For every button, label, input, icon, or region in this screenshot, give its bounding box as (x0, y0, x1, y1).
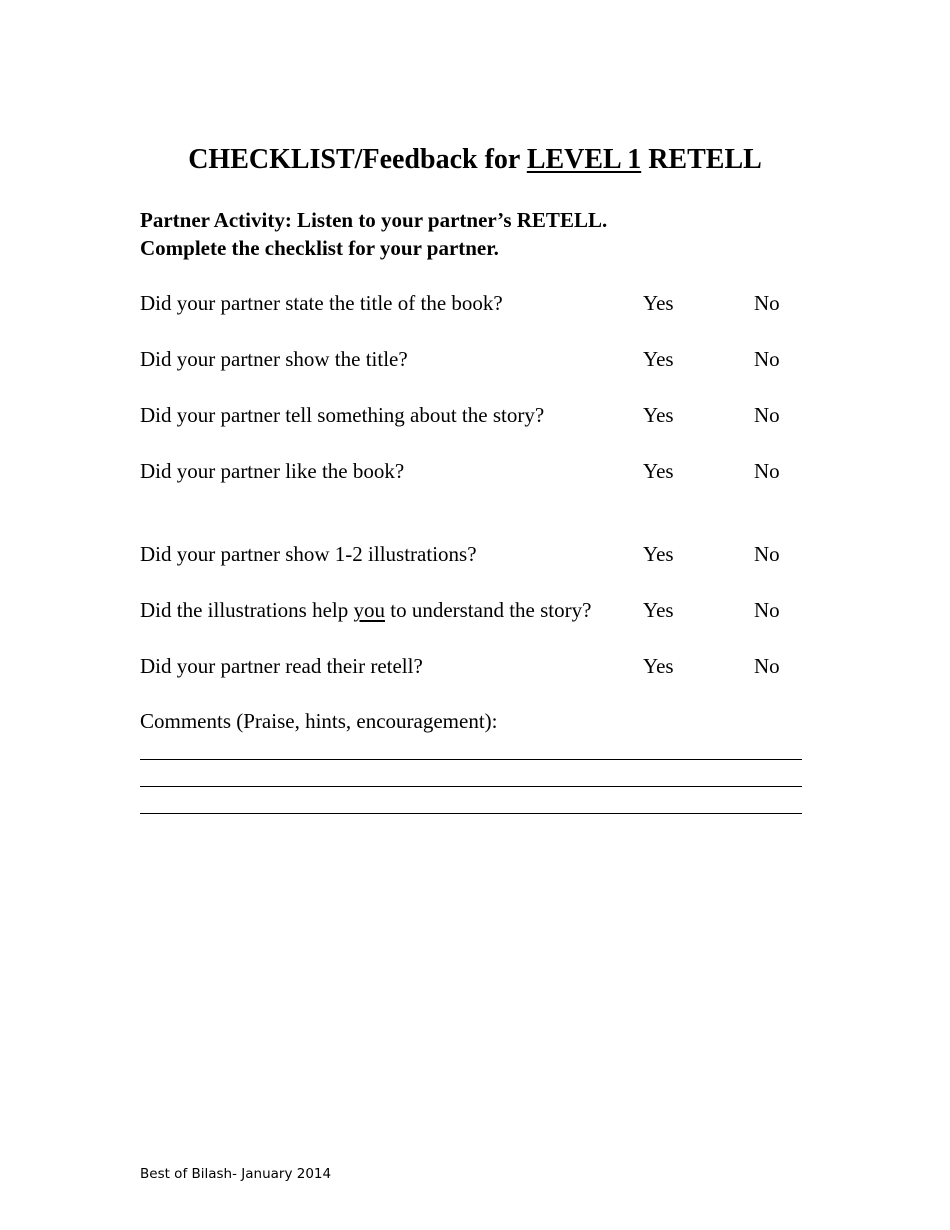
question-text: Did your partner like the book? (140, 459, 405, 483)
no-option[interactable]: No (754, 291, 780, 315)
question-text: Did your partner read their retell? (140, 654, 423, 678)
comment-line[interactable] (140, 786, 802, 787)
title-suffix: RETELL (641, 144, 762, 175)
yes-option[interactable]: Yes (643, 347, 674, 371)
yes-option[interactable]: Yes (643, 598, 674, 622)
question-row (140, 653, 820, 679)
instructions-line-2: Complete the checklist for your partner. (140, 236, 499, 260)
question-row (140, 346, 820, 372)
comments-label: Comments (Praise, hints, encouragement): (140, 709, 498, 733)
question-text: Did your partner show the title? (140, 347, 408, 371)
title-prefix: CHECKLIST/Feedback for (188, 144, 527, 175)
title-level: LEVEL 1 (526, 144, 642, 175)
yes-option[interactable]: Yes (643, 459, 674, 483)
instructions-line-1: Partner Activity: Listen to your partner’s RETELL. (140, 208, 608, 232)
no-option[interactable]: No (754, 654, 780, 678)
question-row (140, 597, 820, 623)
question-text (140, 597, 591, 623)
question-row (140, 458, 820, 484)
comment-line[interactable] (140, 813, 802, 814)
comment-line[interactable] (140, 759, 802, 760)
question-row (140, 402, 820, 428)
question-row (140, 541, 820, 567)
yes-option[interactable]: Yes (643, 403, 674, 427)
footer-credit: Best of Bilash- January 2014 (140, 1166, 332, 1182)
no-option[interactable]: No (754, 542, 780, 566)
instructions (140, 206, 607, 262)
yes-option[interactable]: Yes (643, 654, 674, 678)
question-text-before: Did the illustrations help (140, 598, 354, 622)
question-text: Did your partner state the title of the book? (140, 291, 503, 315)
yes-option[interactable]: Yes (643, 542, 674, 566)
question-row (140, 290, 820, 316)
question-emphasis: you (353, 598, 385, 622)
no-option[interactable]: No (754, 403, 780, 427)
yes-option[interactable]: Yes (643, 291, 674, 315)
no-option[interactable]: No (754, 347, 780, 371)
no-option[interactable]: No (754, 598, 780, 622)
no-option[interactable]: No (754, 459, 780, 483)
question-text: Did your partner tell something about the story? (140, 403, 545, 427)
question-text-after: to understand the story? (384, 598, 592, 622)
question-text: Did your partner show 1-2 illustrations? (140, 542, 477, 566)
page-title (0, 142, 950, 178)
